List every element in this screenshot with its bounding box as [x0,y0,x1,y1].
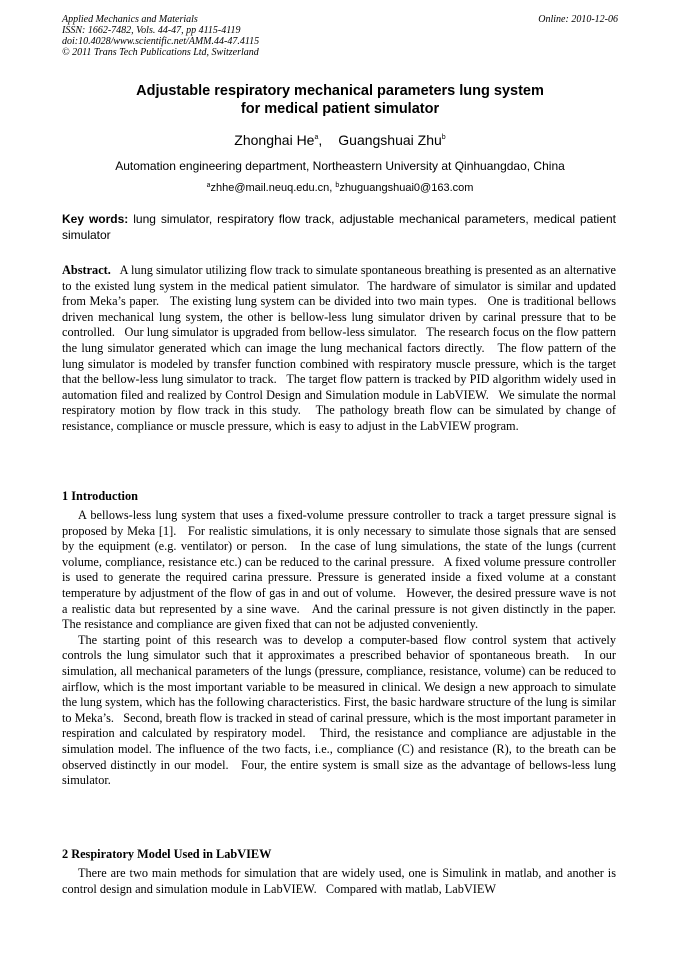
section-introduction [62,488,626,789]
email-b: zhuguangshuai0@163.com [339,182,474,194]
author-separator: , [318,132,323,148]
author-2-sup: b [441,134,446,141]
abstract-label: Abstract. [62,263,111,277]
author-2: Guangshuai Zhu [338,132,442,148]
email-b-sup: b [335,182,340,189]
section-respiratory-model [62,846,620,897]
author-1-sup: a [314,134,319,141]
email-a-sup: a [206,182,211,189]
journal-doi: doi:10.4028/www.scientific.net/AMM.44-47.4115 [62,36,260,47]
abstract-text: A lung simulator utilizing flow track to simulate spontaneous breathing is presented as an alternative to the existed lung system in the medical patient simulator. The hardware of simulator is similar and updated from Meka’s paper. The existing lung system can be divided into two main types. One is traditional bellows driven mechanical lung system, the other is bellow-less lung simulator driven by carinal pressure that to be controlled. Our lung simulator is upgraded from bellow-less simulator. The research focus on the flow pattern the lung simulator generated which can image the lung mechanical factors directly. The flow pattern of the lung simulator is modeled by transfer function combined with respiratory muscle pressure, which is the target that the bellow-less lung simulator to track. The target flow pattern is tracked by PID algorithm widely used in automation filed and realized by Control Design and Simulation module in LabVIEW. We simulate the normal respiratory motion by flow track in this study. The pathology breath flow can be simulated by change of resistance, compliance or muscle pressure, which is easy to adjust in the LabVIEW program. [62,263,620,433]
journal-copyright: © 2011 Trans Tech Publications Ltd, Switzerland [62,47,259,58]
author-1: Zhonghai He [234,132,315,148]
journal-issn: ISSN: 1662-7482, Vols. 44-47, pp 4115-4119 [62,25,241,36]
section-1-heading: 1 Introduction [62,489,138,503]
section-1-paragraph-2: The starting point of this research was to develop a computer-based flow control system that actively controls the lung simulator such that it approximates a prescribed behavior of spontaneous breath. In our simulation, all mechanical parameters of the lungs (pressure, compliance, resistance, volume) can be reduced to airflow, which is the most important variable to be measured in clinical. We design a new approach to simulate the lung system, which has the following characteristics. First, the basic hardware structure of the lung is similar to Meka’s. Second, breath flow is tracked in stead of carinal pressure, which is the most important parameter in respiration and calculated by respiratory model. Third, the resistance and compliance are adjustable in the simulation model. The influence of the two facts, i.e., compliance (C) and resistance (R), to the breath can be observed distinctly in our model. Four, the entire system is small size as the advantage of bellows-less lung simulator. [62,632,620,788]
paper-title [62,82,618,118]
section-2-paragraph-1: There are two main methods for simulation that are widely used, one is Simulink in matlab, and another is control design and simulation module in LabVIEW. Compared with matlab, LabVIEW [62,866,620,896]
keywords-text: lung simulator, respiratory flow track, adjustable mechanical parameters, medical patient simulator [62,212,616,242]
section-1-paragraph-1: A bellows-less lung system that uses a fixed-volume pressure controller to track a target pressure signal is proposed by Meka [1]. For realistic simulations, it is only necessary to simulate those signals that are sensed by the equipment (e.g. ventilator) or person. In the case of lung simulations, the state of the lungs (current volume, compliance, resistance etc.) can be reduced to the carinal pressure. A fixed volume pressure controller is used to generate the required carina pressure. Pressure is generated inside a fixed volume at a constant temperature by adjustment of the flow of gas in and out of volume. However, the desired pressure wave is not a realistic data but represented by a sine wave. And the carinal pressure is not given distinctly in the paper. The resistance and compliance are given fixed that can not be adjusted conveniently. [62,508,626,632]
author-list [62,131,618,149]
email-a: zhhe@mail.neuq.edu.cn, [210,182,333,194]
journal-name: Applied Mechanics and Materials [62,14,198,25]
author-emails [62,180,618,196]
affiliation: Automation engineering department, Northeastern University at Qinhuangdao, China [115,159,565,173]
online-date: Online: 2010-12-06 [538,14,618,25]
journal-header [62,14,618,58]
keywords [62,211,616,243]
paper-title-line-1: Adjustable respiratory mechanical parameters lung system [136,83,544,99]
keywords-label: Key words: [62,212,129,226]
paper-title-line-2: for medical patient simulator [240,101,440,117]
abstract [62,263,620,435]
section-2-heading: 2 Respiratory Model Used in LabVIEW [62,847,272,861]
